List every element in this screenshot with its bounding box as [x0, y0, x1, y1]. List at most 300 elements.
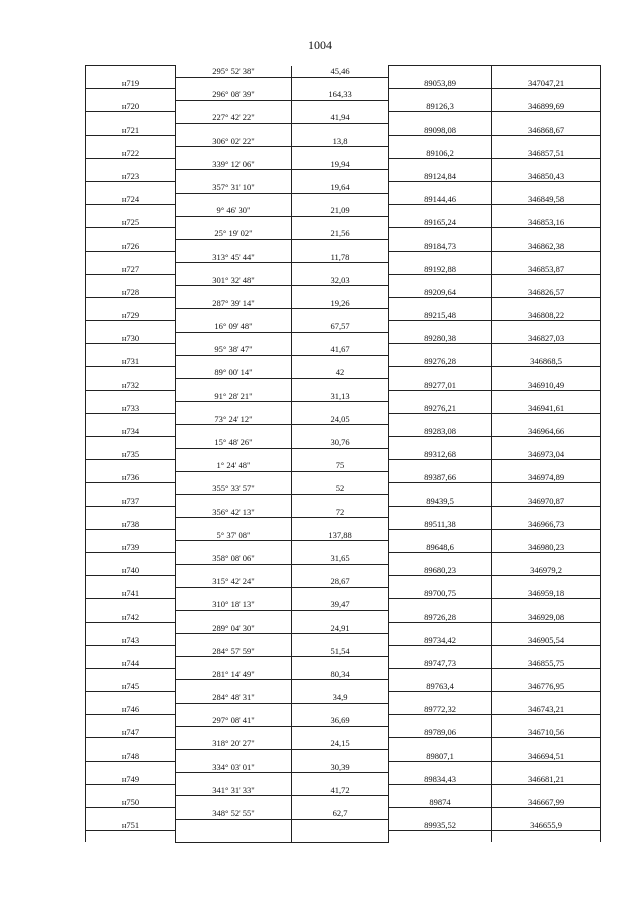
table-row-segment — [86, 89, 601, 101]
length-cell — [292, 402, 389, 414]
x-cell — [389, 158, 492, 170]
angle-cell: 295° 52' 38" — [176, 66, 292, 78]
x-cell — [389, 135, 492, 147]
table-row-segment — [86, 808, 601, 820]
point-cell: н751 — [86, 819, 176, 831]
point-cell: н742 — [86, 610, 176, 622]
page-number: 1004 — [308, 38, 332, 52]
x-cell — [389, 715, 492, 727]
length-cell — [292, 750, 389, 762]
x-cell: 89276,28 — [389, 355, 492, 367]
angle-cell: 356° 42' 13" — [176, 506, 292, 518]
x-cell: 89648,6 — [389, 541, 492, 553]
x-cell — [389, 89, 492, 101]
y-cell — [492, 367, 601, 379]
y-cell: 346868,67 — [492, 123, 601, 135]
point-cell: н720 — [86, 100, 176, 112]
length-cell: 31,65 — [292, 552, 389, 564]
angle-cell: 310° 18' 13" — [176, 599, 292, 611]
length-cell: 19,94 — [292, 158, 389, 170]
table-row-segment — [86, 552, 601, 564]
table-row-segment — [86, 483, 601, 495]
table-row-segment — [86, 599, 601, 611]
x-cell — [389, 112, 492, 124]
angle-cell: 334° 03' 01" — [176, 761, 292, 773]
point-cell: н721 — [86, 123, 176, 135]
point-cell — [86, 692, 176, 704]
table-row-point — [86, 819, 601, 831]
x-cell — [389, 645, 492, 657]
length-cell — [292, 332, 389, 344]
point-cell — [86, 483, 176, 495]
y-cell: 346853,87 — [492, 263, 601, 275]
point-cell — [86, 552, 176, 564]
angle-cell: 357° 31' 10" — [176, 181, 292, 193]
point-cell — [86, 645, 176, 657]
x-cell — [389, 599, 492, 611]
angle-cell — [176, 448, 292, 460]
angle-cell: 358° 08' 06" — [176, 552, 292, 564]
length-cell — [292, 680, 389, 692]
point-cell: н737 — [86, 494, 176, 506]
point-cell — [86, 808, 176, 820]
angle-cell: 284° 57' 59" — [176, 645, 292, 657]
point-cell: н725 — [86, 216, 176, 228]
table-row-point — [86, 564, 601, 576]
x-cell — [389, 552, 492, 564]
table-row-segment — [86, 692, 601, 704]
table-row-point — [86, 448, 601, 460]
table-row-segment — [86, 112, 601, 124]
x-cell: 89747,73 — [389, 657, 492, 669]
angle-cell — [176, 657, 292, 669]
angle-cell: 95° 38' 47" — [176, 344, 292, 356]
x-cell: 89126,3 — [389, 100, 492, 112]
angle-cell — [176, 831, 292, 843]
length-cell — [292, 100, 389, 112]
point-cell — [86, 622, 176, 634]
table-row-point — [86, 726, 601, 738]
length-cell: 42 — [292, 367, 389, 379]
length-cell — [292, 193, 389, 205]
x-cell: 89277,01 — [389, 379, 492, 391]
y-cell — [492, 413, 601, 425]
x-cell: 89209,64 — [389, 286, 492, 298]
length-cell — [292, 773, 389, 785]
x-cell: 89165,24 — [389, 216, 492, 228]
point-cell — [86, 89, 176, 101]
length-cell: 52 — [292, 483, 389, 495]
table-row-segment — [86, 390, 601, 402]
angle-cell — [176, 425, 292, 437]
point-cell — [86, 529, 176, 541]
table-row-segment — [86, 367, 601, 379]
length-cell — [292, 355, 389, 367]
table-row-point — [86, 170, 601, 182]
length-cell — [292, 216, 389, 228]
length-cell: 137,88 — [292, 529, 389, 541]
y-cell: 347047,21 — [492, 77, 601, 89]
table-row-segment — [86, 344, 601, 356]
table-row-point — [86, 193, 601, 205]
table-row-point — [86, 309, 601, 321]
length-cell — [292, 147, 389, 159]
length-cell: 41,72 — [292, 784, 389, 796]
point-cell — [86, 251, 176, 263]
x-cell: 89387,66 — [389, 471, 492, 483]
length-cell: 67,57 — [292, 321, 389, 333]
point-cell: н734 — [86, 425, 176, 437]
x-cell — [389, 274, 492, 286]
y-cell: 346850,43 — [492, 170, 601, 182]
length-cell — [292, 831, 389, 843]
angle-cell: 339° 12' 06" — [176, 158, 292, 170]
angle-cell — [176, 564, 292, 576]
y-cell: 346826,57 — [492, 286, 601, 298]
point-cell — [86, 274, 176, 286]
table-row-point — [86, 703, 601, 715]
angle-cell — [176, 355, 292, 367]
point-cell — [86, 831, 176, 843]
length-cell: 30,76 — [292, 437, 389, 449]
table-row-first-segment — [86, 66, 601, 78]
angle-cell — [176, 494, 292, 506]
angle-cell — [176, 309, 292, 321]
point-cell — [86, 390, 176, 402]
length-cell — [292, 494, 389, 506]
length-cell: 72 — [292, 506, 389, 518]
length-cell: 19,26 — [292, 297, 389, 309]
x-cell — [389, 413, 492, 425]
x-cell — [389, 576, 492, 588]
angle-cell — [176, 518, 292, 530]
point-cell — [86, 135, 176, 147]
angle-cell — [176, 773, 292, 785]
angle-cell — [176, 193, 292, 205]
angle-cell — [176, 77, 292, 89]
x-cell — [389, 831, 492, 843]
y-cell: 346973,04 — [492, 448, 601, 460]
table-row-point — [86, 263, 601, 275]
angle-cell — [176, 147, 292, 159]
y-cell: 346667,99 — [492, 796, 601, 808]
x-cell: 89053,89 — [389, 77, 492, 89]
y-cell: 346857,51 — [492, 147, 601, 159]
point-cell — [86, 297, 176, 309]
table-row-segment — [86, 715, 601, 727]
y-cell: 346776,95 — [492, 680, 601, 692]
x-cell: 89283,08 — [389, 425, 492, 437]
y-cell: 346899,69 — [492, 100, 601, 112]
angle-cell — [176, 239, 292, 251]
table-row-segment — [86, 460, 601, 472]
x-cell — [389, 321, 492, 333]
y-cell — [492, 89, 601, 101]
angle-cell — [176, 587, 292, 599]
y-cell — [492, 181, 601, 193]
table-row-segment — [86, 321, 601, 333]
angle-cell — [176, 750, 292, 762]
y-cell — [492, 205, 601, 217]
y-cell — [492, 297, 601, 309]
table-row-point — [86, 610, 601, 622]
y-cell — [492, 228, 601, 240]
table-row-point — [86, 680, 601, 692]
table-row-point — [86, 425, 601, 437]
point-cell: н727 — [86, 263, 176, 275]
point-cell — [86, 715, 176, 727]
table-row-point — [86, 587, 601, 599]
point-cell — [86, 460, 176, 472]
angle-cell — [176, 541, 292, 553]
y-cell — [492, 251, 601, 263]
y-cell: 346862,38 — [492, 239, 601, 251]
length-cell — [292, 541, 389, 553]
point-cell: н750 — [86, 796, 176, 808]
length-cell: 75 — [292, 460, 389, 472]
length-cell: 21,56 — [292, 228, 389, 240]
point-cell: н736 — [86, 471, 176, 483]
length-cell — [292, 634, 389, 646]
length-cell: 24,15 — [292, 738, 389, 750]
angle-cell — [176, 819, 292, 831]
y-cell — [492, 808, 601, 820]
x-cell — [389, 692, 492, 704]
length-cell — [292, 309, 389, 321]
point-cell — [86, 367, 176, 379]
y-cell — [492, 668, 601, 680]
length-cell: 24,05 — [292, 413, 389, 425]
angle-cell — [176, 680, 292, 692]
y-cell: 346808,22 — [492, 309, 601, 321]
x-cell — [389, 66, 492, 78]
y-cell: 346849,58 — [492, 193, 601, 205]
y-cell: 346868,5 — [492, 355, 601, 367]
x-cell: 89789,06 — [389, 726, 492, 738]
point-cell — [86, 576, 176, 588]
point-cell: н729 — [86, 309, 176, 321]
point-cell — [86, 437, 176, 449]
point-cell — [86, 413, 176, 425]
angle-cell: 5° 37' 08" — [176, 529, 292, 541]
angle-cell — [176, 471, 292, 483]
angle-cell — [176, 379, 292, 391]
angle-cell — [176, 634, 292, 646]
table-row-point — [86, 773, 601, 785]
table-row-segment — [86, 181, 601, 193]
y-cell — [492, 274, 601, 286]
length-cell: 41,94 — [292, 112, 389, 124]
point-cell — [86, 321, 176, 333]
table-row-segment — [86, 297, 601, 309]
y-cell — [492, 483, 601, 495]
table-row-point — [86, 332, 601, 344]
point-cell — [86, 344, 176, 356]
angle-cell: 301° 32' 48" — [176, 274, 292, 286]
point-cell: н735 — [86, 448, 176, 460]
angle-cell: 348° 52' 55" — [176, 808, 292, 820]
point-cell: н740 — [86, 564, 176, 576]
x-cell: 89280,38 — [389, 332, 492, 344]
table-row-segment — [86, 506, 601, 518]
angle-cell — [176, 170, 292, 182]
table-row-segment — [86, 761, 601, 773]
x-cell — [389, 367, 492, 379]
x-cell: 89680,23 — [389, 564, 492, 576]
x-cell — [389, 228, 492, 240]
x-cell: 89700,75 — [389, 587, 492, 599]
point-cell — [86, 761, 176, 773]
point-cell: н745 — [86, 680, 176, 692]
length-cell — [292, 471, 389, 483]
point-cell — [86, 112, 176, 124]
y-cell: 346710,56 — [492, 726, 601, 738]
length-cell: 31,13 — [292, 390, 389, 402]
x-cell — [389, 808, 492, 820]
x-cell — [389, 181, 492, 193]
point-cell: н732 — [86, 379, 176, 391]
angle-cell: 313° 45' 44" — [176, 251, 292, 263]
length-cell: 30,39 — [292, 761, 389, 773]
table-row-point — [86, 634, 601, 646]
length-cell — [292, 819, 389, 831]
length-cell: 62,7 — [292, 808, 389, 820]
point-cell: н731 — [86, 355, 176, 367]
x-cell: 89276,21 — [389, 402, 492, 414]
table-row-segment — [86, 831, 601, 843]
table-row-segment — [86, 645, 601, 657]
table-row-segment — [86, 668, 601, 680]
length-cell: 41,67 — [292, 344, 389, 356]
length-cell: 28,67 — [292, 576, 389, 588]
angle-cell: 16° 09' 48" — [176, 321, 292, 333]
angle-cell — [176, 726, 292, 738]
y-cell — [492, 831, 601, 843]
angle-cell: 1° 24' 48" — [176, 460, 292, 472]
angle-cell: 296° 08' 39" — [176, 89, 292, 101]
y-cell — [492, 761, 601, 773]
point-cell: н723 — [86, 170, 176, 182]
point-cell — [86, 158, 176, 170]
x-cell: 89124,84 — [389, 170, 492, 182]
angle-cell — [176, 796, 292, 808]
angle-cell: 227° 42' 22" — [176, 112, 292, 124]
length-cell — [292, 587, 389, 599]
point-cell: н738 — [86, 518, 176, 530]
x-cell: 89807,1 — [389, 750, 492, 762]
y-cell — [492, 344, 601, 356]
angle-cell: 15° 48' 26" — [176, 437, 292, 449]
length-cell — [292, 239, 389, 251]
angle-cell: 73° 24' 12" — [176, 413, 292, 425]
y-cell: 346966,73 — [492, 518, 601, 530]
y-cell: 346964,66 — [492, 425, 601, 437]
table-row-segment — [86, 228, 601, 240]
angle-cell — [176, 123, 292, 135]
length-cell: 21,09 — [292, 205, 389, 217]
y-cell — [492, 715, 601, 727]
y-cell: 346853,16 — [492, 216, 601, 228]
angle-cell: 297° 08' 41" — [176, 715, 292, 727]
y-cell — [492, 784, 601, 796]
x-cell: 89511,38 — [389, 518, 492, 530]
point-cell: н724 — [86, 193, 176, 205]
x-cell: 89184,73 — [389, 239, 492, 251]
table-row-point — [86, 541, 601, 553]
x-cell: 89312,68 — [389, 448, 492, 460]
angle-cell — [176, 402, 292, 414]
table-row-point — [86, 100, 601, 112]
point-cell — [86, 784, 176, 796]
angle-cell — [176, 332, 292, 344]
table-row-point — [86, 216, 601, 228]
table-row-segment — [86, 413, 601, 425]
table-row-segment — [86, 576, 601, 588]
point-cell: н726 — [86, 239, 176, 251]
table-row-point — [86, 239, 601, 251]
x-cell: 89439,5 — [389, 494, 492, 506]
angle-cell: 315° 42' 24" — [176, 576, 292, 588]
table-row-point — [86, 147, 601, 159]
table-row-point — [86, 123, 601, 135]
x-cell — [389, 251, 492, 263]
point-cell: н741 — [86, 587, 176, 599]
angle-cell: 91° 28' 21" — [176, 390, 292, 402]
y-cell: 346855,75 — [492, 657, 601, 669]
y-cell — [492, 321, 601, 333]
y-cell — [492, 622, 601, 634]
point-cell: н746 — [86, 703, 176, 715]
point-cell — [86, 738, 176, 750]
point-cell: н747 — [86, 726, 176, 738]
x-cell — [389, 437, 492, 449]
length-cell — [292, 77, 389, 89]
angle-cell: 9° 46' 30" — [176, 205, 292, 217]
length-cell: 164,33 — [292, 89, 389, 101]
length-cell: 39,47 — [292, 599, 389, 611]
y-cell — [492, 529, 601, 541]
x-cell: 89935,52 — [389, 819, 492, 831]
x-cell: 89192,88 — [389, 263, 492, 275]
angle-cell: 281° 14' 49" — [176, 668, 292, 680]
angle-cell — [176, 610, 292, 622]
y-cell: 346959,18 — [492, 587, 601, 599]
y-cell — [492, 738, 601, 750]
angle-cell: 89° 00' 14" — [176, 367, 292, 379]
point-cell: н733 — [86, 402, 176, 414]
angle-cell: 306° 02' 22" — [176, 135, 292, 147]
x-cell — [389, 205, 492, 217]
y-cell: 346974,89 — [492, 471, 601, 483]
y-cell: 346655,9 — [492, 819, 601, 831]
length-cell — [292, 170, 389, 182]
length-cell: 34,9 — [292, 692, 389, 704]
table-row-point — [86, 379, 601, 391]
x-cell — [389, 668, 492, 680]
table-row-point — [86, 494, 601, 506]
y-cell: 346681,21 — [492, 773, 601, 785]
y-cell: 346970,87 — [492, 494, 601, 506]
x-cell — [389, 622, 492, 634]
point-cell — [86, 599, 176, 611]
x-cell: 89098,08 — [389, 123, 492, 135]
x-cell: 89215,48 — [389, 309, 492, 321]
point-cell — [86, 205, 176, 217]
point-cell: н743 — [86, 634, 176, 646]
table-row-point — [86, 750, 601, 762]
angle-cell: 284° 48' 31" — [176, 692, 292, 704]
y-cell: 346905,54 — [492, 634, 601, 646]
